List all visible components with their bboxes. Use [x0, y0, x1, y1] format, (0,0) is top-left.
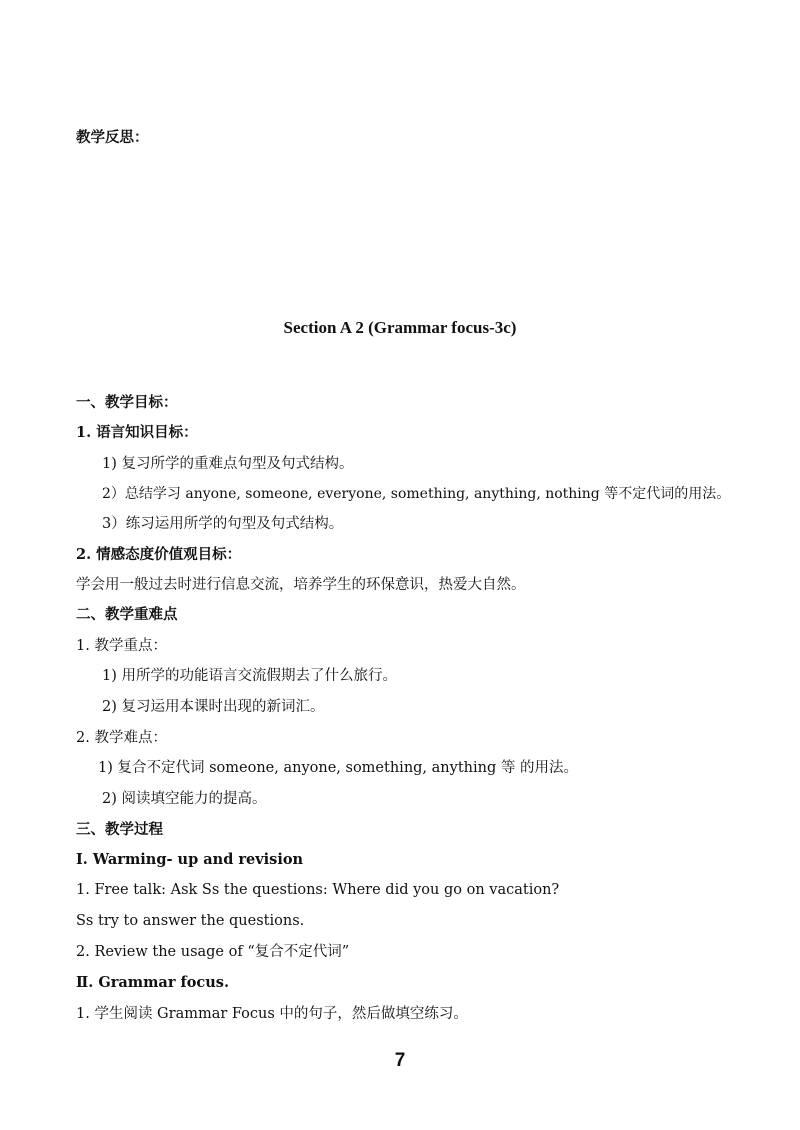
focus-item-2: 2) 复习运用本课时出现的新词汇。	[102, 699, 325, 715]
page-number: 7	[394, 1050, 406, 1071]
emotion-objective-heading: 2. 情感态度价值观目标：	[76, 546, 242, 563]
grammar-item-1: 1. 学生阅读 Grammar Focus 中的句子，然后做填空练习。	[76, 1006, 468, 1022]
key-points-heading: 二、教学重难点	[76, 606, 178, 623]
emotion-objective-text: 学会用一般过去时进行信息交流，培养学生的环保意识，热爱大自然。	[76, 577, 526, 593]
language-objective-heading: 1. 语言知识目标：	[76, 424, 198, 441]
grammar-heading: Ⅱ. Grammar focus.	[76, 974, 229, 991]
warmup-item-1: 1. Free talk: Ask Ss the questions: Where did you go on vacation?	[76, 882, 560, 898]
focus-item-1: 1) 用所学的功能语言交流假期去了什么旅行。	[102, 668, 397, 684]
section-title: Section A 2 (Grammar focus-3c)	[283, 318, 517, 337]
language-item-2: 2）总结学习 anyone, someone, everyone, something, anything, nothing 等不定代词的用法。	[102, 486, 731, 502]
difficulty-heading: 2. 教学难点：	[76, 730, 167, 746]
reflection-label: 教学反思：	[76, 129, 149, 146]
process-heading: 三、教学过程	[76, 821, 163, 838]
language-item-1: 1) 复习所学的重难点句型及句式结构。	[102, 456, 354, 472]
focus-heading: 1. 教学重点：	[76, 638, 167, 654]
language-item-3: 3）练习运用所学的句型及句式结构。	[102, 516, 344, 532]
difficulty-item-2: 2) 阅读填空能力的提高。	[102, 791, 267, 807]
objectives-heading: 一、教学目标：	[76, 394, 178, 411]
difficulty-item-1: 1) 复合不定代词 someone, anyone, something, anything 等 的用法。	[98, 760, 578, 776]
warmup-heading: Ⅰ. Warming- up and revision	[76, 851, 304, 868]
warmup-item-2: Ss try to answer the questions.	[76, 913, 305, 929]
warmup-item-3: 2. Review the usage of “复合不定代词”	[76, 944, 350, 960]
